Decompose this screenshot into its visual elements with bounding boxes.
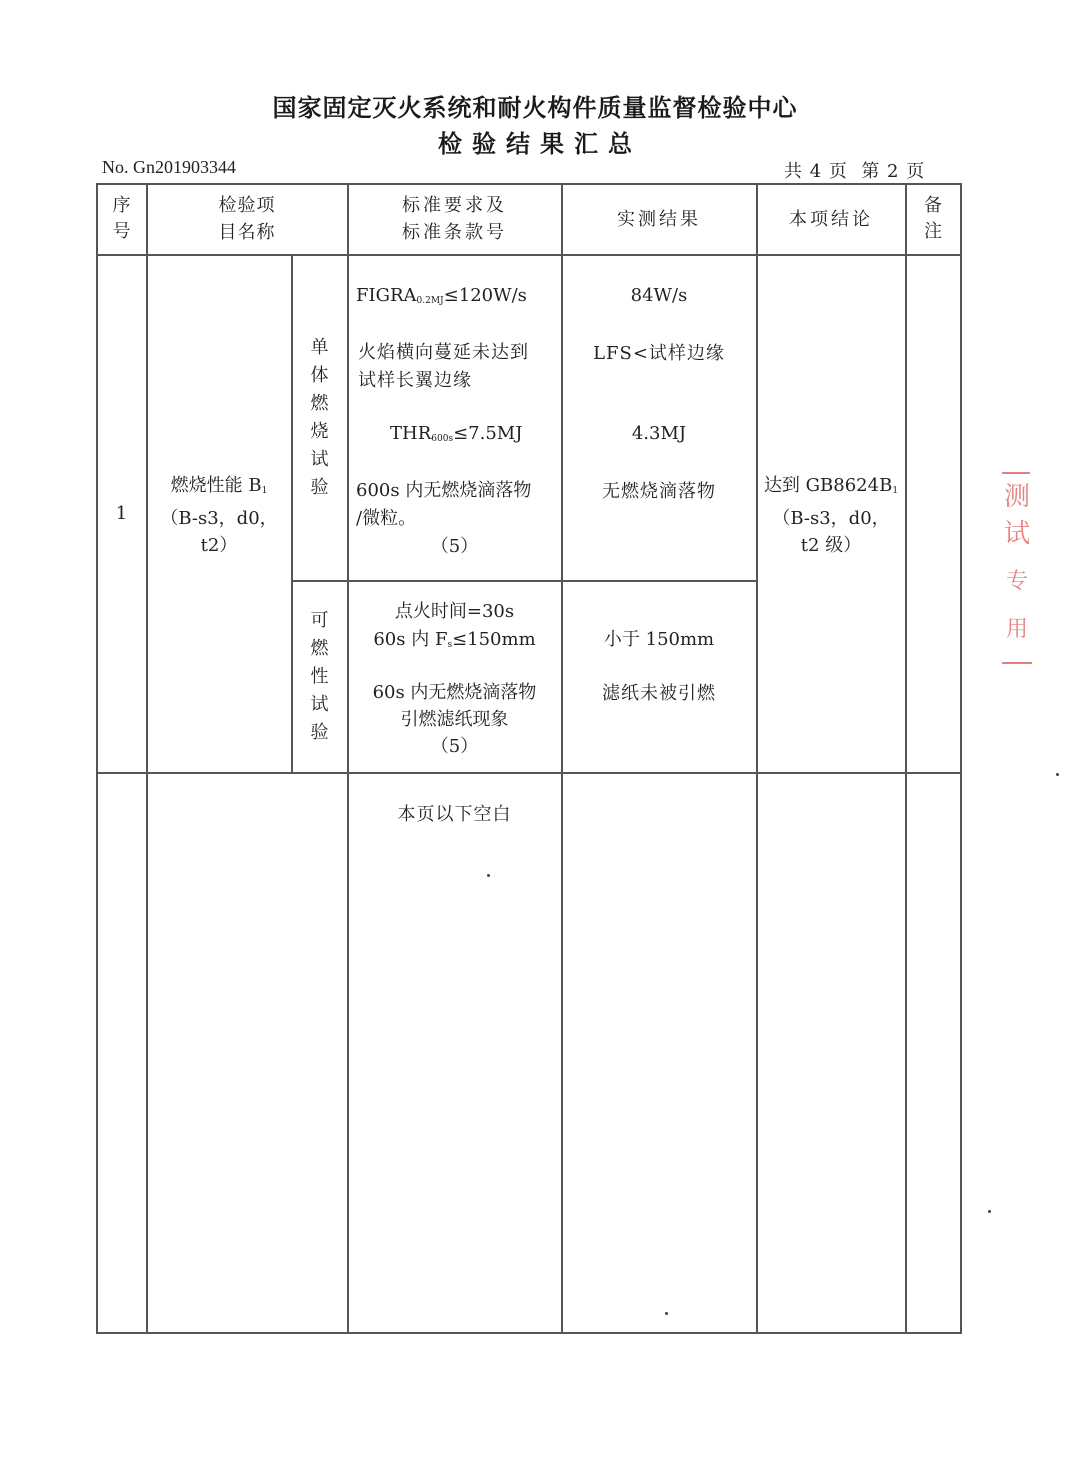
flame-height-result: 小于 150mm <box>603 629 715 650</box>
figra-result: 84W/s <box>630 285 688 306</box>
row-seq: 1 <box>115 503 128 524</box>
subtest-sbi-label: 单体燃烧试验 <box>310 336 329 498</box>
ignition-time-requirement: 点火时间=30s <box>394 601 515 622</box>
blank-below-note: 本页以下空白 <box>397 804 512 825</box>
document-title: 检验结果汇总 <box>438 130 642 158</box>
header-standard: 标准要求及标准条款号 <box>401 195 507 243</box>
header-seq: 序号 <box>112 195 131 242</box>
lfs-result: LFS<试样边缘 <box>593 343 725 364</box>
sbi-clause: （5） <box>430 536 479 557</box>
organization-title: 国家固定灭火系统和耐火构件质量监督检验中心 <box>272 94 798 122</box>
flame-height-requirement: 60s 内 $F_s\le 150mm$ <box>373 629 536 650</box>
lfs-requirement: 火焰横向蔓延未达到 试样长翼边缘 <box>358 342 529 391</box>
header-item: 检验项目名称 <box>218 195 276 243</box>
row-item-name: 燃烧性能 $B_1$ （B-s3，d0， t2） <box>160 474 278 556</box>
report-number: No. Gn201903344 <box>102 157 236 177</box>
scan-speck <box>1056 773 1059 776</box>
header-remark: 备注 <box>924 195 942 242</box>
filter-paper-requirement: 60s 内无燃烧滴落物 引燃滤纸现象 （5） <box>372 682 537 757</box>
drop-result: 无燃烧滴落物 <box>602 481 716 502</box>
conclusion: 达到 $GB8624B_1$ （B-s3，d0， t2 级） <box>763 474 899 556</box>
page-info: 共 4 页 第 2 页 <box>784 161 926 182</box>
thr-result: 4.3MJ <box>631 423 687 444</box>
official-seal: 测试 专 用 <box>996 472 1042 672</box>
filter-paper-result: 滤纸未被引燃 <box>602 683 716 704</box>
thr-requirement: $THR_{600s}\le 7.5MJ$ <box>390 423 523 444</box>
subtest-ignitability-label: 可燃性试验 <box>310 609 329 743</box>
drop-requirement: 600s 内无燃烧滴落物 /微粒。 <box>356 480 532 529</box>
header-conclusion: 本项结论 <box>789 208 873 230</box>
header-result: 实测结果 <box>617 208 701 230</box>
scan-speck <box>665 1312 668 1315</box>
figra-requirement: $FIGRA_{0.2MJ}\le 120W/s$ <box>356 285 527 306</box>
scan-speck <box>988 1210 991 1213</box>
scan-speck <box>487 874 490 877</box>
